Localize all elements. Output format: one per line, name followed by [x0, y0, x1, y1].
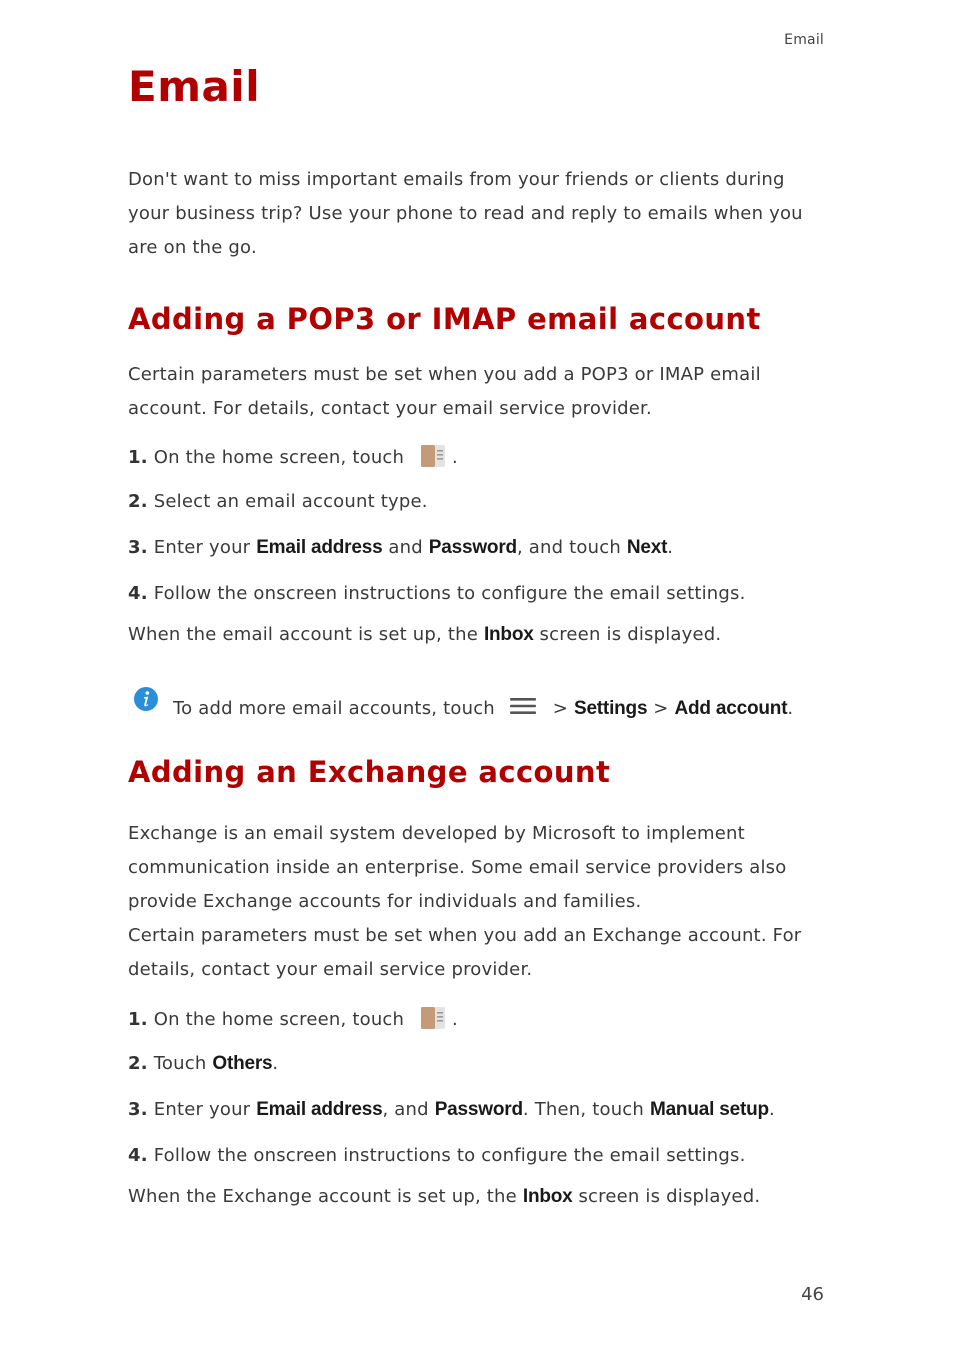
- pop3-intro: Certain parameters must be set when you add a POP3 or IMAP email account. For details, contact your email service provider.: [128, 364, 761, 419]
- result-text: When the email account is set up, the: [128, 624, 484, 645]
- menu-icon[interactable]: [509, 696, 537, 716]
- step-number: 4.: [128, 583, 148, 604]
- settings-label: Settings: [573, 698, 648, 719]
- manual-setup-label: Manual setup: [649, 1099, 769, 1120]
- step-text: .: [667, 537, 674, 558]
- next-label: Next: [626, 537, 668, 558]
- inbox-label: Inbox: [483, 624, 534, 645]
- pop3-step-4: [128, 581, 746, 607]
- step-text: On the home screen, touch: [153, 1009, 405, 1030]
- tip-note: [133, 686, 793, 722]
- step-number: 1.: [128, 1009, 148, 1030]
- email-address-label: Email address: [256, 1099, 383, 1120]
- note-text-end: .: [787, 698, 794, 719]
- step-text: .: [768, 1099, 775, 1120]
- step-text: Enter your: [153, 1099, 257, 1120]
- step-text: Enter your: [153, 537, 257, 558]
- step-number: 3.: [128, 537, 148, 558]
- step-number: 3.: [128, 1099, 148, 1120]
- step-text: On the home screen, touch: [153, 447, 405, 468]
- separator: >: [546, 698, 574, 719]
- page-number: 46: [801, 1284, 824, 1305]
- pop3-step-1: [128, 443, 458, 471]
- step-text: Select an email account type.: [153, 491, 428, 512]
- step-text: Touch: [153, 1053, 213, 1074]
- step-text: . Then, touch: [522, 1099, 650, 1120]
- result-text: screen is displayed.: [533, 624, 722, 645]
- separator: >: [647, 698, 675, 719]
- step-text-end: .: [451, 447, 458, 468]
- inbox-label: Inbox: [522, 1186, 573, 1207]
- step-text: and: [382, 537, 429, 558]
- pop3-step-3: [128, 535, 673, 561]
- exchange-step-4: [128, 1143, 746, 1169]
- email-app-icon[interactable]: [420, 443, 446, 469]
- result-text: When the Exchange account is set up, the: [128, 1186, 523, 1207]
- password-label: Password: [428, 537, 517, 558]
- step-text: Follow the onscreen instructions to configure the email settings.: [153, 583, 746, 604]
- step-number: 4.: [128, 1145, 148, 1166]
- step-text-end: .: [451, 1009, 458, 1030]
- others-label: Others: [212, 1053, 273, 1074]
- exchange-parameters: Certain parameters must be set when you add an Exchange account. For details, contact your email service provider.: [128, 925, 802, 980]
- page-title: Email: [128, 62, 261, 111]
- running-header: Email: [784, 32, 824, 48]
- add-account-label: Add account: [674, 698, 788, 719]
- section-heading-pop3: Adding a POP3 or IMAP email account: [128, 302, 761, 336]
- step-number: 1.: [128, 447, 148, 468]
- password-label: Password: [434, 1099, 523, 1120]
- note-text: To add more email accounts, touch: [173, 698, 495, 719]
- exchange-step-3: [128, 1097, 775, 1123]
- step-number: 2.: [128, 491, 148, 512]
- exchange-intro: Exchange is an email system developed by Microsoft to implement communication inside an enterprise. Some email service providers also provide Exchange accounts for individuals and families.: [128, 823, 787, 912]
- result-text: screen is displayed.: [572, 1186, 761, 1207]
- exchange-result: [128, 1184, 760, 1210]
- email-address-label: Email address: [256, 537, 383, 558]
- pop3-step-2: [128, 489, 428, 515]
- step-number: 2.: [128, 1053, 148, 1074]
- step-text: , and touch: [516, 537, 627, 558]
- exchange-step-1: [128, 1005, 458, 1033]
- exchange-step-2: [128, 1051, 278, 1077]
- section-heading-exchange: Adding an Exchange account: [128, 755, 611, 789]
- step-text: Follow the onscreen instructions to configure the email settings.: [153, 1145, 746, 1166]
- pop3-result: [128, 622, 721, 648]
- step-text: .: [272, 1053, 279, 1074]
- intro-paragraph: Don't want to miss important emails from your friends or clients during your business trip? Use your phone to read and reply to emails when you are on the go.: [128, 169, 803, 258]
- info-icon: [133, 686, 159, 712]
- step-text: , and: [382, 1099, 435, 1120]
- email-app-icon[interactable]: [420, 1005, 446, 1031]
